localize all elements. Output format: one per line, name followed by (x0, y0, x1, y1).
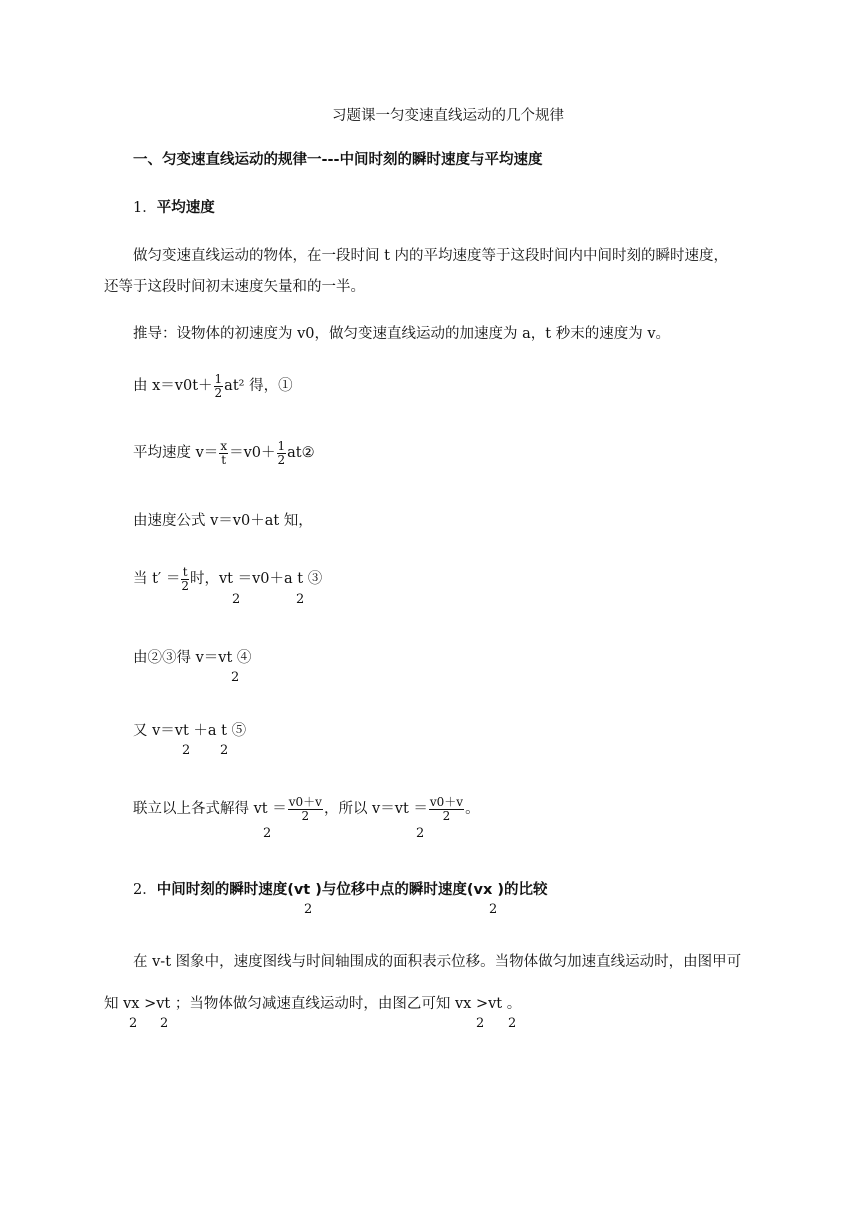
eq4-frac-num: t (182, 565, 188, 579)
equation-7 (133, 796, 480, 822)
eq2-prefix: 平均速度 v＝ (133, 445, 219, 462)
eq2-mid: ＝v0＋ (229, 445, 276, 462)
eq7-frac-den: 2 (301, 808, 310, 823)
derivation-line: 推导：设物体的初速度为 v0，做匀变速直线运动的加速度为 a，t 秒末的速度为 v。 (133, 326, 671, 342)
subsection1-number: 1． (133, 200, 157, 216)
eq7-fraction (288, 796, 323, 822)
equation-3: 由速度公式 v＝v0＋at 知， (133, 513, 313, 529)
section1-heading (133, 148, 543, 169)
eq2-suffix: at② (287, 445, 315, 462)
paragraph1-line2: 还等于这段时间初末速度矢量和的一半。 (104, 279, 365, 295)
equation-4 (133, 566, 322, 592)
page-title-text: 习题课一匀变速直线运动的几个规律 (332, 108, 564, 124)
equation-6: 又 v＝vt ＋a t ⑤ (133, 723, 247, 739)
eq7-sub-label-1: 2 (263, 826, 272, 841)
equation-1 (133, 373, 293, 399)
paragraph2-line1: 在 v-t 图象中，速度图线与时间轴围成的面积表示位移。当物体做匀加速直线运动时，由图甲可 (133, 954, 742, 970)
eq6-sub-label-2: 2 (220, 743, 229, 758)
para2-sub-label-1: 2 (129, 1016, 138, 1031)
sub2-sub-label-1: 2 (304, 902, 313, 917)
eq4-prefix: 当 t′ ＝ (133, 571, 181, 588)
eq4-frac-den: 2 (181, 578, 189, 593)
eq4-sub-label-1: 2 (232, 592, 241, 607)
eq7-frac2-num: v0＋v (429, 795, 464, 809)
page-title (332, 104, 564, 125)
eq7-frac2-den: 2 (442, 808, 451, 823)
subsection2-number: 2． (133, 882, 157, 898)
eq2-frac2-den: 2 (277, 452, 286, 467)
eq2-fraction (219, 440, 228, 466)
eq4-mid: 时，vt ＝v0＋a t ③ (189, 571, 323, 588)
eq1-suffix: at² 得，① (224, 378, 293, 395)
eq7-fraction-2 (429, 796, 464, 822)
subsection2-heading (133, 878, 548, 899)
eq7-frac-num: v0＋v (288, 795, 322, 809)
subsection2-title: 中间时刻的瞬时速度(vt )与位移中点的瞬时速度(vx )的比较 (156, 882, 548, 898)
eq7-mid: ，所以 v＝vt ＝ (323, 801, 428, 818)
para2-sub-label-4: 2 (508, 1016, 517, 1031)
paragraph2-line2: 知 vx >vt ；当物体做匀减速直线运动时，由图乙可知 vx >vt 。 (104, 996, 522, 1012)
para2-sub-label-3: 2 (476, 1016, 485, 1031)
eq1-fraction (214, 373, 224, 399)
eq7-prefix: 联立以上各式解得 vt ＝ (133, 801, 287, 818)
section1-heading-bold: 中间时刻的瞬时速度与平均速度 (339, 152, 543, 168)
eq2-frac2-num: 1 (277, 439, 286, 453)
eq2-fraction-2 (277, 440, 287, 466)
eq5-sub-label: 2 (231, 670, 240, 685)
equation-2 (133, 440, 315, 466)
eq4-fraction (181, 566, 189, 592)
eq2-frac-num: x (220, 439, 228, 453)
subsection1-heading (133, 196, 215, 217)
equation-5: 由②③得 v＝vt ④ (133, 650, 252, 666)
eq6-sub-label-1: 2 (182, 743, 191, 758)
section1-heading-prefix: 一、匀变速直线运动的规律一--- (133, 152, 340, 168)
eq2-frac-den: t (221, 452, 227, 467)
paragraph1-line1: 做匀变速直线运动的物体，在一段时间 t 内的平均速度等于这段时间内中间时刻的瞬时速度， (133, 248, 729, 264)
eq4-sub-label-2: 2 (296, 592, 305, 607)
para2-sub-label-2: 2 (160, 1016, 169, 1031)
eq1-frac-den: 2 (214, 385, 223, 400)
eq1-prefix: 由 x＝v0t＋ (133, 378, 213, 395)
eq1-frac-num: 1 (214, 372, 223, 386)
subsection1-title: 平均速度 (156, 200, 215, 216)
eq7-suffix: 。 (465, 801, 480, 818)
sub2-sub-label-2: 2 (489, 902, 498, 917)
eq7-sub-label-2: 2 (416, 826, 425, 841)
